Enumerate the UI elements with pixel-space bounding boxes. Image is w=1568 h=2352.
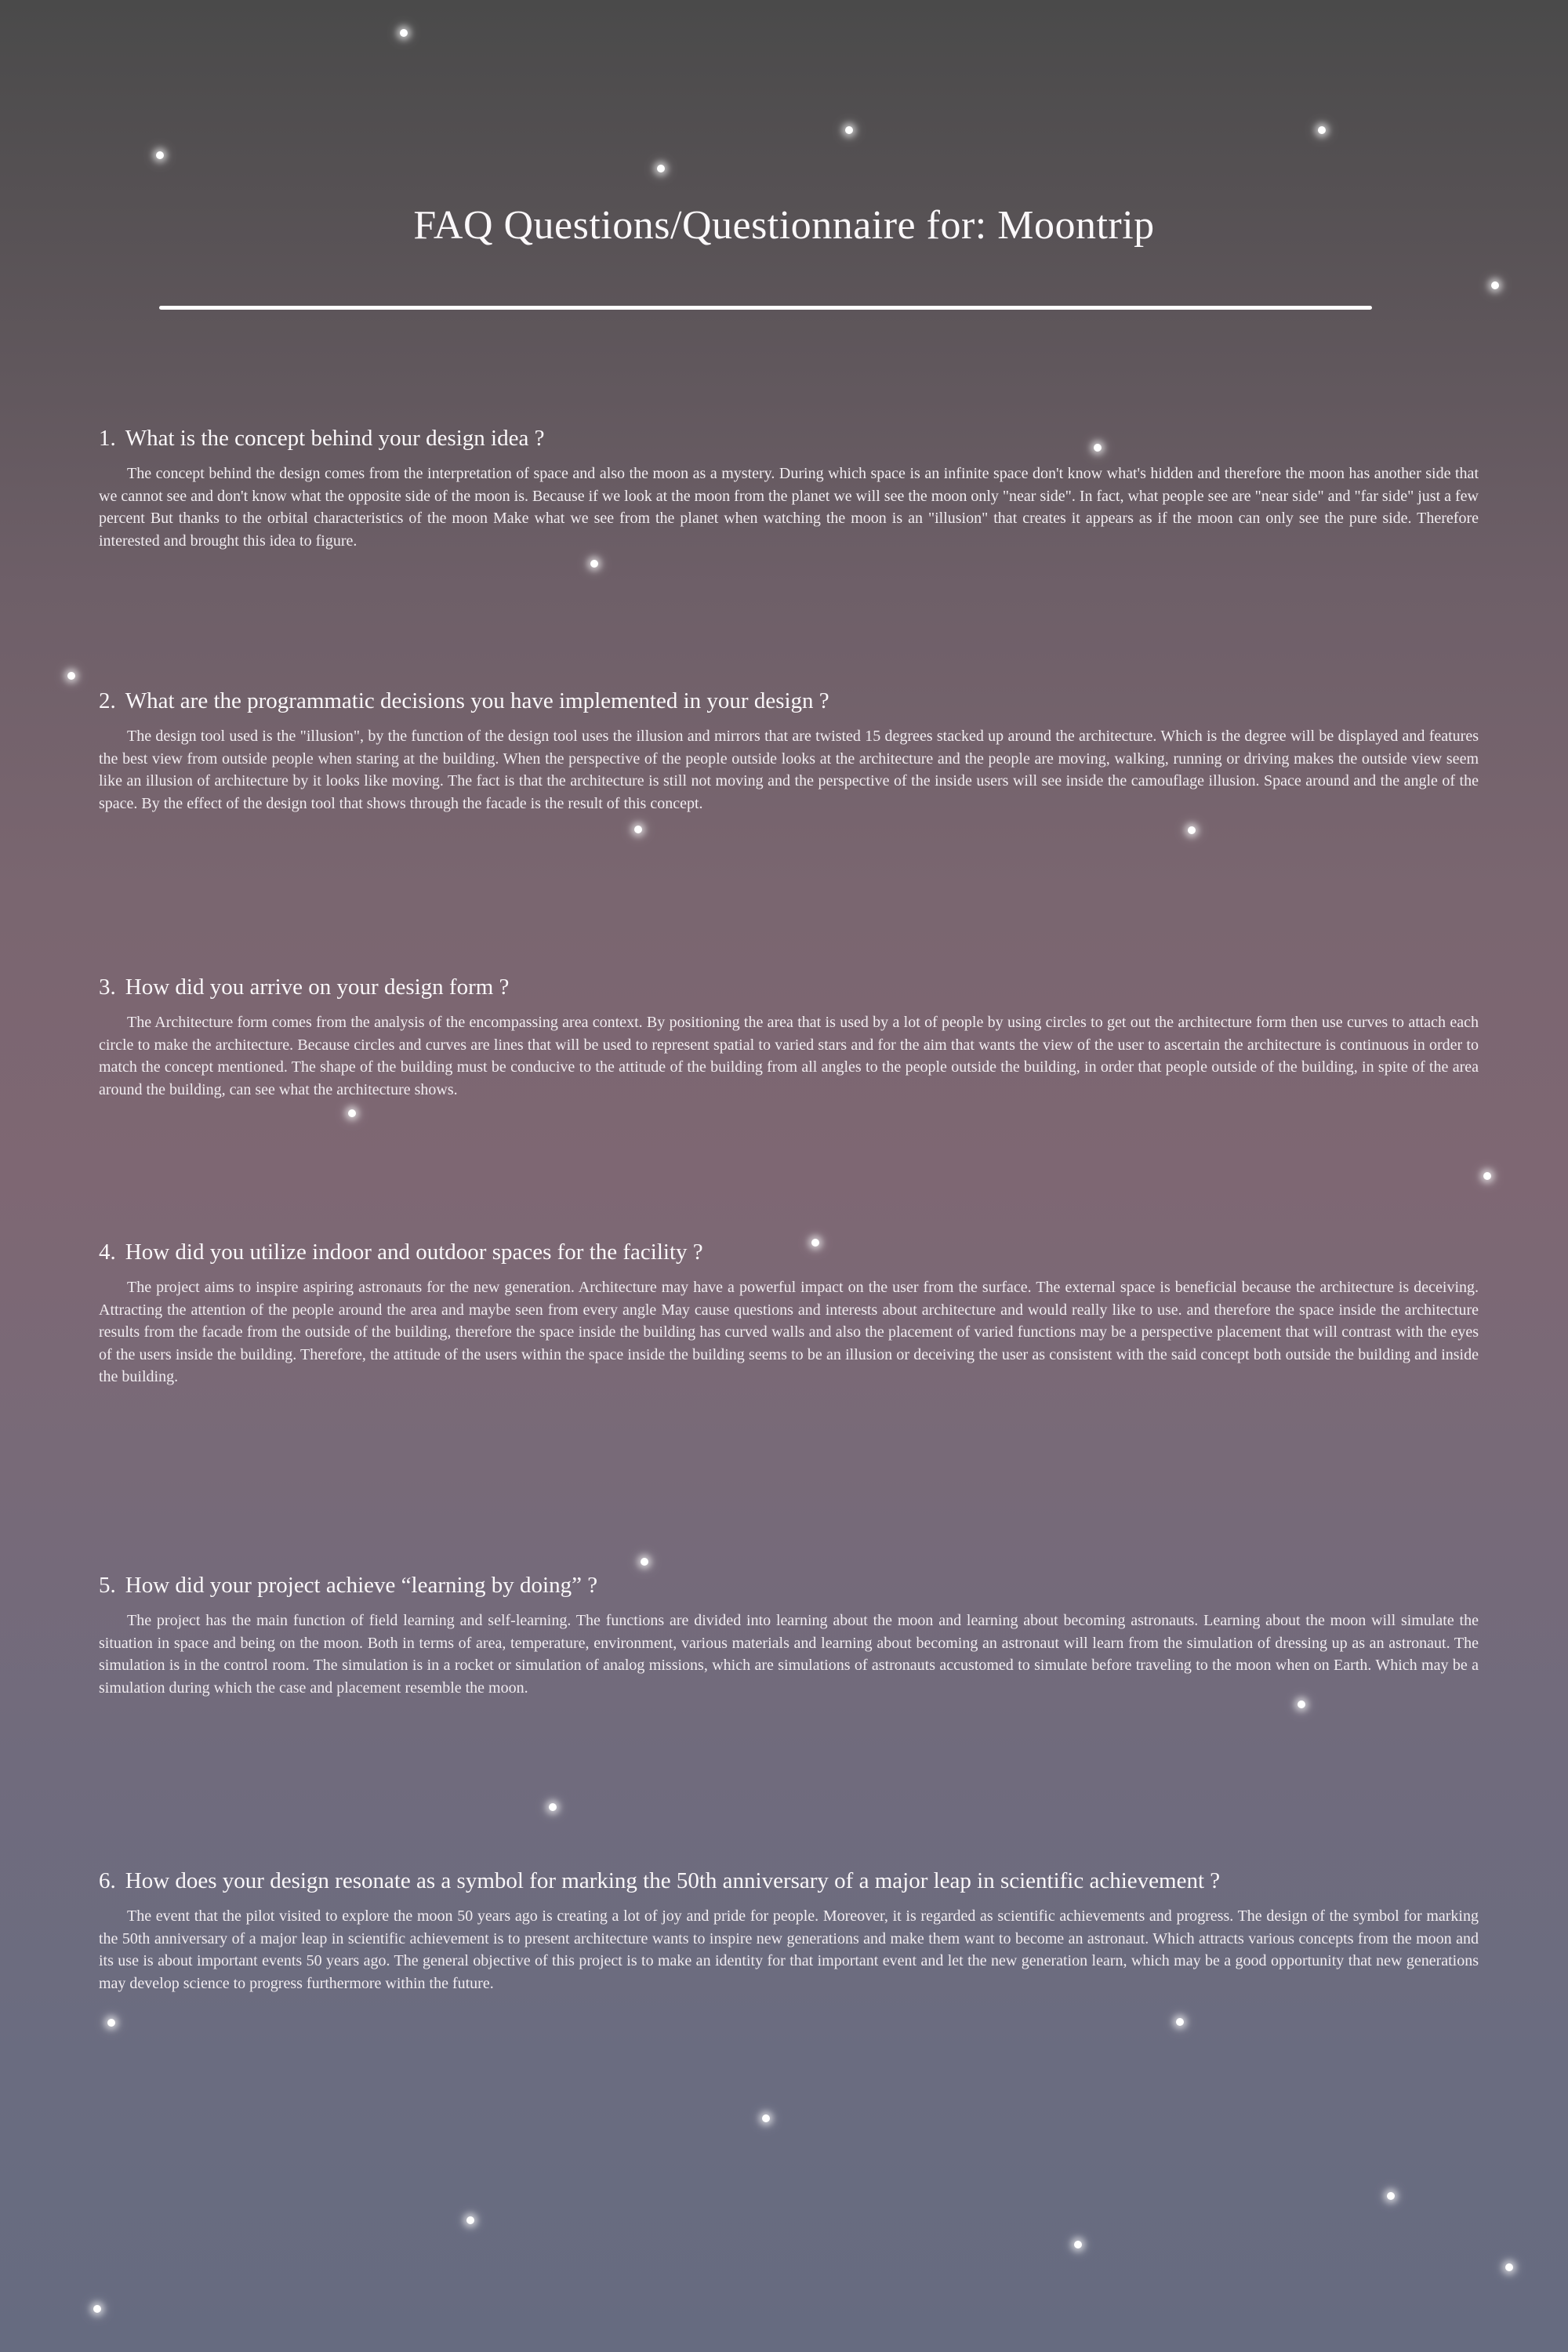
faq-question bbox=[99, 975, 1479, 1000]
faq-question-text: How did your project achieve “learning by doing” ? bbox=[125, 1573, 598, 1598]
faq-number: 3. bbox=[99, 975, 116, 1000]
star-decoration bbox=[1483, 1172, 1491, 1180]
title-divider bbox=[159, 306, 1372, 310]
faq-number: 6. bbox=[99, 1868, 116, 1893]
faq-question-text: How does your design resonate as a symbol for marking the 50th anniversary of a major leap in scientific achievement ? bbox=[125, 1868, 1221, 1893]
faq-answer: The event that the pilot visited to explore the moon 50 years ago is creating a lot of joy and pride for people. Moreover, it is regarded as scientific achievements and progress. The design of the symbol for marking the 50th anniversary of a major leap in scientific achievement is to present architecture wants to inspire new generations and make them want to become an astronaut. Which attracts various concepts from the moon and its use is about important events 50 years ago. The general objective of this project is to make an identity for that important event and let the new generation learn, which may be a good opportunity that new generations may develop science to progress furthermore within the future. bbox=[99, 1907, 1479, 1992]
faq-question-text: What is the concept behind your design idea ? bbox=[125, 426, 545, 451]
faq-question-text: How did you utilize indoor and outdoor spaces for the facility ? bbox=[125, 1240, 703, 1265]
star-decoration bbox=[1318, 126, 1326, 134]
faq-question bbox=[99, 1573, 1479, 1599]
faq-item-6 bbox=[99, 1868, 1479, 1994]
faq-question-text: How did you arrive on your design form ? bbox=[125, 975, 510, 1000]
star-decoration bbox=[107, 2019, 115, 2027]
star-decoration bbox=[1188, 826, 1196, 834]
faq-question bbox=[99, 1240, 1479, 1265]
faq-question bbox=[99, 688, 1479, 714]
faq-question-text: What are the programmatic decisions you have implemented in your design ? bbox=[125, 688, 829, 713]
faq-answer: The project has the main function of field learning and self-learning. The functions are divided into learning about the moon and learning about becoming astronauts. Learning about the moon will simulate the situation in space and being on the moon. Both in terms of area, temperature, environment, various materials and learning about becoming an astronaut will learn from the simulation of dressing up as an astronaut. The simulation is in the control room. The simulation is in a rocket or simulation of analog missions, which are simulations of astronauts accustomed to simulate before traveling to the moon when on Earth. Which may be a simulation during which the case and placement resemble the moon. bbox=[99, 1612, 1479, 1697]
page-title: FAQ Questions/Questionnaire for: Moontrip bbox=[413, 203, 1155, 248]
faq-answer: The project aims to inspire aspiring astronauts for the new generation. Architecture may have a powerful impact on the user from the surface. The external space is beneficial because the architecture is deceiving. Attracting the attention of the people around the area and maybe seen from every angle May cause questions and interests about architecture and would really like to use. and therefore the space inside the architecture results from the facade from the outside of the building, therefore the space inside the building has curved walls and also the placement of varied functions may be a perspective placement that will contrast with the eyes of the users inside the building. Therefore, the attitude of the users within the space inside the building seems to be an illusion or deceiving the user as consistent with the said concept both outside the building and inside the building. bbox=[99, 1279, 1479, 1385]
star-decoration bbox=[348, 1109, 356, 1117]
star-decoration bbox=[400, 29, 408, 37]
star-decoration bbox=[1491, 281, 1499, 289]
star-decoration bbox=[845, 126, 853, 134]
faq-answer: The design tool used is the "illusion", by the function of the design tool uses the illusion and mirrors that are twisted 15 degrees stacked up around the architecture. Which is the degree will be displayed and features the best view from outside people when staring at the building. When the perspective of the people outside looks at the architecture and the people are moving, walking, running or driving makes the outside view seem like an illusion of architecture by it looks like moving. The fact is that the architecture is still not moving and the perspective of the inside users will see inside the camouflage illusion. Space around and the angle of the space. By the effect of the design tool that shows through the facade is the result of this concept. bbox=[99, 728, 1479, 812]
star-decoration bbox=[641, 1558, 648, 1566]
star-decoration bbox=[1505, 2263, 1513, 2271]
star-decoration bbox=[93, 2305, 101, 2313]
star-decoration bbox=[634, 826, 642, 833]
faq-item-1 bbox=[99, 426, 1479, 552]
faq-answer: The Architecture form comes from the analysis of the encompassing area context. By positioning the area that is used by a lot of people by using circles to get out the architecture form then use curves to attach each circle to make the architecture. Because circles and curves are lines that will be used to represent spatial to varied stars and for the aim that wants the view of the user to ascertain the architecture is continuous in order to match the concept mentioned. The shape of the building must be conducive to the attitude of the building from all angles to the people outside the building, in order that people outside of the building, in spite of the area around the building, can see what the architecture shows. bbox=[99, 1014, 1479, 1098]
star-decoration bbox=[466, 2216, 474, 2224]
star-decoration bbox=[762, 2114, 770, 2122]
star-decoration bbox=[590, 560, 598, 568]
star-decoration bbox=[657, 165, 665, 172]
faq-number: 1. bbox=[99, 426, 116, 451]
star-decoration bbox=[67, 672, 75, 680]
star-decoration bbox=[1176, 2018, 1184, 2026]
star-decoration bbox=[1298, 1700, 1305, 1708]
faq-question bbox=[99, 426, 1479, 452]
faq-question bbox=[99, 1868, 1479, 1894]
faq-number: 5. bbox=[99, 1573, 116, 1598]
star-decoration bbox=[156, 151, 164, 159]
star-decoration bbox=[1387, 2192, 1395, 2200]
faq-item-4 bbox=[99, 1240, 1479, 1388]
faq-number: 4. bbox=[99, 1240, 116, 1265]
faq-item-5 bbox=[99, 1573, 1479, 1699]
faq-item-2 bbox=[99, 688, 1479, 815]
star-decoration bbox=[1074, 2241, 1082, 2249]
faq-answer: The concept behind the design comes from the interpretation of space and also the moon as a mystery. During which space is an infinite space don't know what's hidden and therefore the moon has another side that we cannot see and don't know what the opposite side of the moon is. Because if we look at the moon from the planet we will see the moon only "near side". In fact, what people see are "near side" and "far side" just a few percent But thanks to the orbital characteristics of the moon Make what we see from the planet when watching the moon is an "illusion" that creates it appears as if the moon can only see the pure side. Therefore interested and brought this idea to figure. bbox=[99, 465, 1479, 550]
faq-number: 2. bbox=[99, 688, 116, 713]
faq-item-3 bbox=[99, 975, 1479, 1101]
star-decoration bbox=[549, 1803, 557, 1811]
